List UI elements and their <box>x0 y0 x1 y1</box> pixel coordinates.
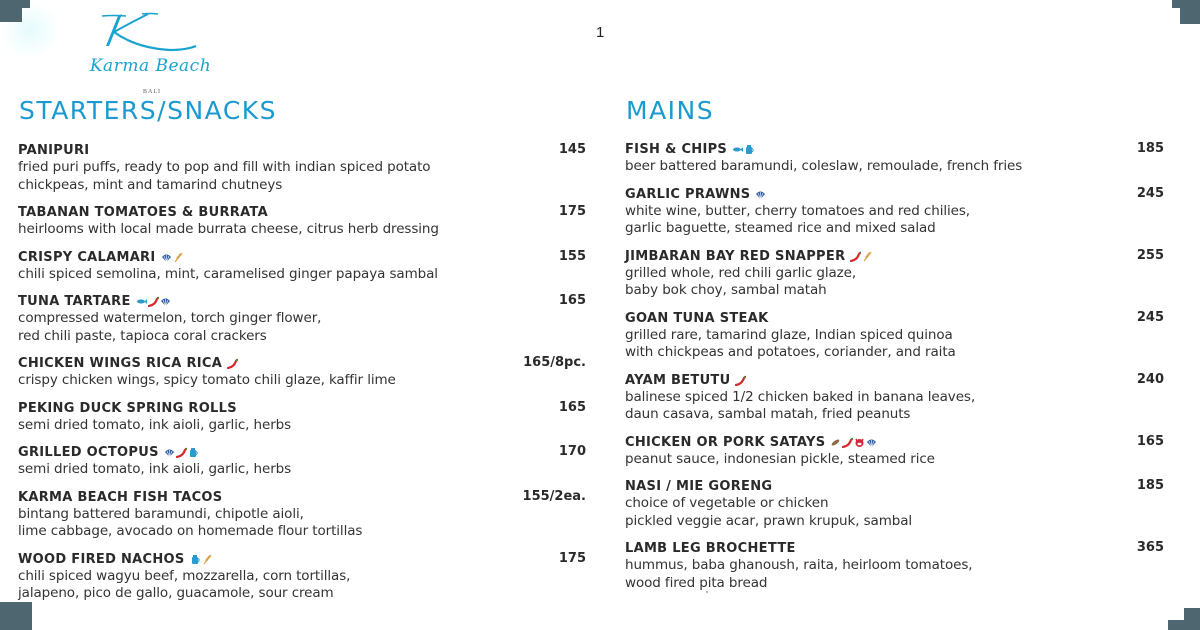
dairy-icon <box>744 144 755 155</box>
menu-item <box>18 444 586 479</box>
description-line: semi dried tomato, ink aioli, garlic, herbs <box>18 461 292 477</box>
description-line: hummus, baba ghanoush, raita, heirloom tomatoes, <box>625 557 973 573</box>
menu-item-name: GRILLED OCTOPUS <box>18 445 159 460</box>
menu-item <box>625 248 1164 300</box>
menu-item-header <box>625 434 1164 451</box>
description-line: grilled rare, tamarind glaze, Indian spiced quinoa <box>625 326 953 343</box>
menu-item-description <box>625 495 1164 530</box>
menu-item-header <box>18 400 586 417</box>
dietary-icons <box>755 189 766 200</box>
menu-item-price: 145 <box>558 142 586 157</box>
brand-logo <box>62 10 232 95</box>
menu-item-name: LAMB LEG BROCHETTE <box>625 541 796 556</box>
menu-item-description <box>625 557 1164 592</box>
description-line: balinese spiced 1/2 chicken baked in banana leaves, <box>625 388 976 405</box>
menu-item-name: JIMBARAN BAY RED SNAPPER <box>625 248 846 264</box>
menu-item <box>625 434 1164 469</box>
menu-item-description <box>18 266 586 284</box>
menu-item-header <box>18 293 586 310</box>
description-line: semi dried tomato, ink aioli, garlic, herbs <box>18 416 292 433</box>
description-line: chili spiced semolina, mint, caramelised ginger papaya sambal <box>18 265 438 282</box>
menu-item-description <box>18 506 586 541</box>
dietary-icons <box>850 251 873 262</box>
gluten-icon <box>173 252 184 263</box>
dietary-icons <box>830 437 877 448</box>
menu-item-price: 170 <box>558 444 586 459</box>
menu-item-price: 245 <box>1136 309 1164 325</box>
gluten-icon <box>202 554 213 565</box>
shellfish-icon <box>160 296 171 307</box>
menu-item-price: 240 <box>1136 371 1164 387</box>
description-line: bintang battered baramundi, chipotle aioli, <box>18 505 304 522</box>
menu-item-description <box>18 310 586 345</box>
menu-item-price: 165 <box>558 399 586 415</box>
menu-item <box>18 204 586 239</box>
dietary-icons <box>161 252 184 263</box>
menu-item <box>625 372 1164 424</box>
dairy-icon <box>190 554 201 565</box>
description-line: choice of vegetable or chicken <box>625 495 829 511</box>
menu-item-name: CHICKEN WINGS RICA RICA <box>18 356 223 371</box>
menu-item-price: 175 <box>558 204 586 219</box>
menu-item <box>18 249 586 284</box>
description-line: jalapeno, pico de gallo, guacamole, sour cream <box>18 585 334 601</box>
menu-item-name: FISH & CHIPS <box>625 142 728 157</box>
menu-item-name: GOAN TUNA STEAK <box>625 310 769 326</box>
menu-item-description <box>18 417 586 435</box>
page-number: 1 <box>596 24 605 41</box>
dairy-icon <box>188 447 199 458</box>
menu-item <box>625 478 1164 530</box>
section-title-mains: MAINS <box>626 96 715 125</box>
chili-icon <box>227 358 238 369</box>
menu-item-price: 165 <box>558 293 586 308</box>
dietary-icons <box>164 447 199 458</box>
pork-icon <box>854 437 865 448</box>
peanut-icon <box>830 437 841 448</box>
menu-item-name: PEKING DUCK SPRING ROLLS <box>18 400 237 416</box>
menu-item-price: 165 <box>1136 433 1164 449</box>
description-line: pickled veggie acar, prawn krupuk, sambal <box>625 512 913 529</box>
menu-item-description <box>18 159 586 194</box>
menu-item-description <box>625 265 1164 300</box>
menu-item-header <box>18 249 586 266</box>
menu-item-description <box>625 158 1164 176</box>
menu-item <box>625 540 1164 592</box>
menu-item <box>625 141 1164 176</box>
menu-item <box>625 186 1164 238</box>
chili-icon <box>842 437 853 448</box>
description-line: with chickpeas and potatoes, coriander, and raita <box>625 344 956 360</box>
brand-name: Karma Beach <box>89 56 212 76</box>
k-monogram-icon <box>62 10 232 56</box>
description-line: wood fired pita bread <box>625 574 768 591</box>
menu-item-name: KARMA BEACH FISH TACOS <box>18 489 223 505</box>
menu-item-description <box>18 372 586 390</box>
menu-item-name: CRISPY CALAMARI <box>18 249 156 265</box>
menu-item-price: 155 <box>558 248 586 264</box>
menu-item-price: 365 <box>1136 540 1164 555</box>
mains-list <box>625 141 1164 602</box>
menu-item-price: 185 <box>1136 478 1164 493</box>
dietary-icons <box>190 554 213 565</box>
menu-item-price: 155/2ea. <box>522 488 586 504</box>
menu-item-name: TUNA TARTARE <box>18 294 131 309</box>
menu-item-header <box>18 204 586 221</box>
description-line: chili spiced wagyu beef, mozzarella, corn tortillas, <box>18 567 351 584</box>
corner-decoration-top-right <box>1180 0 1200 24</box>
menu-item-name: WOOD FIRED NACHOS <box>18 551 185 567</box>
corner-decoration-bottom-right <box>1168 620 1200 630</box>
chili-icon <box>735 375 746 386</box>
menu-item-price: 165/8pc. <box>523 355 586 370</box>
menu-item-description <box>625 451 1164 469</box>
menu-item-header <box>625 141 1164 158</box>
menu-item-header <box>18 142 586 159</box>
menu-item-price: 245 <box>1136 185 1164 201</box>
menu-item <box>18 293 586 345</box>
menu-item-header <box>625 478 1164 495</box>
menu-item-description <box>625 203 1164 238</box>
description-line: fried puri puffs, ready to pop and fill with indian spiced potato <box>18 159 431 175</box>
menu-item-description <box>18 221 586 239</box>
fish-icon <box>732 144 743 155</box>
chili-icon <box>148 296 159 307</box>
stray-dot <box>706 591 708 593</box>
menu-item-header <box>18 355 586 372</box>
menu-item-header <box>625 248 1164 265</box>
menu-item-description <box>625 327 1164 362</box>
corner-decoration-top-left <box>0 0 22 22</box>
menu-item-header <box>18 551 586 568</box>
dietary-icons <box>732 144 755 155</box>
menu-item-header <box>18 489 586 506</box>
menu-item-header <box>625 310 1164 327</box>
description-line: beer battered baramundi, coleslaw, remoulade, french fries <box>625 158 1023 174</box>
starters-list <box>18 142 586 613</box>
description-line: peanut sauce, indonesian pickle, steamed rice <box>625 450 935 467</box>
shellfish-icon <box>866 437 877 448</box>
description-line: lime cabbage, avocado on homemade flour tortillas <box>18 523 363 539</box>
section-title-starters: STARTERS/SNACKS <box>19 96 278 125</box>
menu-item <box>18 551 586 603</box>
chili-icon <box>850 251 861 262</box>
shellfish-icon <box>161 252 172 263</box>
menu-item-description <box>625 389 1164 424</box>
menu-item <box>18 142 586 194</box>
menu-item <box>625 310 1164 362</box>
menu-item-price: 185 <box>1136 141 1164 156</box>
menu-item-name: NASI / MIE GORENG <box>625 479 773 494</box>
menu-item-name: TABANAN TOMATOES & BURRATA <box>18 205 268 220</box>
menu-item-description <box>18 461 586 479</box>
gluten-icon <box>862 251 873 262</box>
description-line: red chili paste, tapioca coral crackers <box>18 327 267 344</box>
menu-item-price: 255 <box>1136 247 1164 263</box>
menu-item-name: CHICKEN OR PORK SATAYS <box>625 434 826 450</box>
dietary-icons <box>136 296 171 307</box>
shellfish-icon <box>164 447 175 458</box>
menu-item-name: PANIPURI <box>18 143 90 158</box>
fish-icon <box>136 296 147 307</box>
menu-item <box>18 400 586 435</box>
menu-item-header <box>625 186 1164 203</box>
menu-item <box>18 355 586 390</box>
description-line: heirlooms with local made burrata cheese, citrus herb dressing <box>18 221 439 237</box>
menu-item-price: 175 <box>558 550 586 566</box>
description-line: garlic baguette, steamed rice and mixed salad <box>625 220 936 236</box>
description-line: compressed watermelon, torch ginger flower, <box>18 310 322 326</box>
menu-item-header <box>625 540 1164 557</box>
chili-icon <box>176 447 187 458</box>
menu-item <box>18 489 586 541</box>
shellfish-icon <box>755 189 766 200</box>
menu-item-name: GARLIC PRAWNS <box>625 186 751 202</box>
brand-location: BALI <box>143 89 161 95</box>
menu-item-header <box>625 372 1164 389</box>
menu-item-name: AYAM BETUTU <box>625 372 731 388</box>
description-line: crispy chicken wings, spicy tomato chili glaze, kaffir lime <box>18 372 396 388</box>
description-line: white wine, butter, cherry tomatoes and red chilies, <box>625 202 970 219</box>
dietary-icons <box>735 375 746 386</box>
menu-item-description <box>18 568 586 603</box>
description-line: grilled whole, red chili garlic glaze, <box>625 264 857 281</box>
menu-item-header <box>18 444 586 461</box>
dietary-icons <box>227 358 238 369</box>
description-line: daun casava, sambal matah, fried peanuts <box>625 406 911 422</box>
description-line: chickpeas, mint and tamarind chutneys <box>18 176 283 193</box>
description-line: baby bok choy, sambal matah <box>625 282 827 298</box>
